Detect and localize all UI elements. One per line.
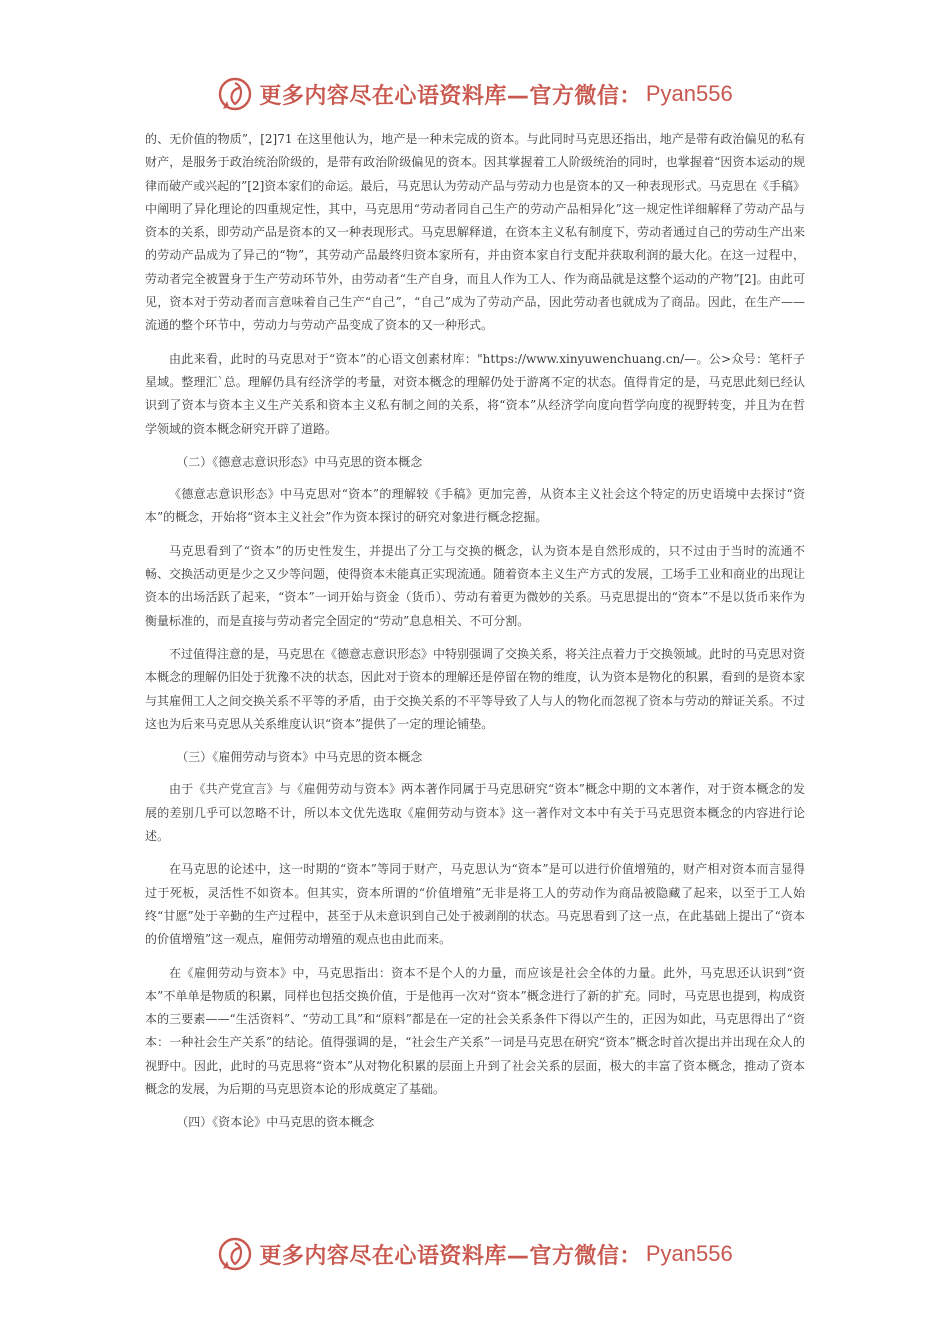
paragraph: 的、无价值的物质”，[2]71 在这里他认为，地产是一种未完成的资本。与此同时马克思还指出，地产是带有政治偏见的私有财产，是服务于政治统治阶级的，是带有政治阶级偏见的资本。因其掌握着工人阶级统治的同时，也掌握着“因资本运动的规律而破产或兴起的”[2]资本家们的命运。最后，马克思认为劳动产品与劳动力也是资本的又一种表现形式。马克思在《手稿》中阐明了异化理论的四重规定性，其中，马克思用“劳动者同自己生产的劳动产品相异化”这一规定性详细解释了劳动产品与资本的关系，即劳动产品是资本的又一种表现形式。马克思解释道，在资本主义私有制度下，劳动者通过自己的劳动生产出来的劳动产品成为了异己的“物”，其劳动产品最终归资本家所有，并由资本家自行支配并获取利润的最大化。在这一过程中，劳动者完全被置身于生产劳动环节外，由劳动者“生产自身，而且人作为工人、作为商品就是这整个运动的产物”[2]。由此可见，资本对于劳动者而言意味着自己生产“自己”，“自己”成为了劳动产品，因此劳动者也就成为了商品。因此，在生产——流通的整个环节中，劳动力与劳动产品变成了资本的又一种形式。 xyxy=(145,132,806,333)
paragraph: 马克思看到了“资本”的历史性发生，并提出了分工与交换的概念，认为资本是自然形成的，只不过由于当时的流通不畅、交换活动更是少之又少等问题，使得资本未能真正实现流通。随着资本主义生产方式的发展，工场手工业和商业的出现让资本的出场活跃了起来，“资本”一词开始与资金（货币）、劳动有着更为微妙的关系。马克思提出的“资本”不是以货币来作为衡量标准的，而是直接与劳动者完全固定的“劳动”息息相关、不可分割。 xyxy=(145,543,806,628)
section-heading: （三）《雇佣劳动与资本》中马克思的资本概念 xyxy=(176,750,423,765)
paragraph: 在《雇佣劳动与资本》中，马克思指出：资本不是个人的力量，而应该是社会全体的力量。此外，马克思还认识到“资本”不单单是物质的积累，同样也包括交换价值，于是他再一次对“资本”概念进行了新的扩充。同时，马克思也提到，构成资本的三要素——“生活资料”、“劳动工具”和“原料”都是在一定的社会关系条件下得以产生的，正因为如此，马克思得出了“资本：一种社会生产关系”的结论。值得强调的是，“社会生产关系”一词是马克思在研究“资本”概念时首次提出并出现在众人的视野中。因此，此时的马克思将“资本”从对物化积累的层面上升到了社会关系的层面，极大的丰富了资本概念，推动了资本概念的发展，为后期的马克思资本论的形成奠定了基础。 xyxy=(145,965,805,1096)
paragraph: 在马克思的论述中，这一时期的“资本”等同于财产，马克思认为“资本”是可以进行价值增殖的，财产相对资本而言显得过于死板，灵活性不如资本。但其实，资本所谓的“价值增殖”无非是将工人的劳动作为商品被隐藏了起来，以至于工人始终“甘愿”处于辛勤的生产过程中，甚至于从未意识到自己处于被剥削的状态。马克思看到了这一点，在此基础上提出了“资本的价值增殖”这一观点，雇佣劳动增殖的观点也由此而来。 xyxy=(145,862,805,947)
section-heading: （二）《德意志意识形态》中马克思的资本概念 xyxy=(176,454,423,469)
header-banner-text: 更多内容尽在心语资料库—官方微信： xyxy=(259,83,642,109)
document-body xyxy=(145,128,805,1144)
ribbon-logo-icon xyxy=(217,76,253,112)
footer-banner-text: 更多内容尽在心语资料库—官方微信： xyxy=(259,1243,642,1269)
ribbon-logo-icon xyxy=(217,1236,253,1272)
header-banner xyxy=(0,72,950,116)
section-heading: （四）《资本论》中马克思的资本概念 xyxy=(176,1115,375,1130)
footer-banner-wechat: Pyan556 xyxy=(645,1241,733,1266)
paragraph: 由此来看，此时的马克思对于“资本”的心语文创素材库："https://www.xinyuwenchuang.cn/—。公>众号：笔杆子星域。整理汇`总。理解仍具有经济学的考量，对资本概念的理解仍处于游离不定的状态。值得肯定的是，马克思此刻已经认识到了资本与资本主义生产关系和资本主义私有制之间的关系，将“资本”从经济学向度向哲学向度的视野转变，并且为在哲学领域的资本概念研究开辟了道路。 xyxy=(145,351,805,436)
paragraph: 《德意志意识形态》中马克思对“资本”的理解较《手稿》更加完善，从资本主义社会这个特定的历史语境中去探讨“资本”的概念，开始将“资本主义社会”作为资本探讨的研究对象进行概念挖掘。 xyxy=(145,487,805,525)
header-banner-wechat: Pyan556 xyxy=(645,81,733,106)
paragraph: 不过值得注意的是，马克思在《德意志意识形态》中特别强调了交换关系，将关注点着力于交换领域。此时的马克思对资本概念的理解仍旧处于犹豫不决的状态，因此对于资本的理解还是停留在物的维度，认为资本是物化的积累，看到的是资本家与其雇佣工人之间交换关系不平等的矛盾，由于交换关系的不平等导致了人与人的物化而忽视了资本与劳动的辩证关系。不过这也为后来马克思从关系维度认识“资本”提供了一定的理论铺垫。 xyxy=(145,646,806,731)
footer-banner xyxy=(0,1232,950,1276)
paragraph: 由于《共产党宣言》与《雇佣劳动与资本》两本著作同属于马克思研究“资本”概念中期的文本著作，对于资本概念的发展的差别几乎可以忽略不计，所以本文优先选取《雇佣劳动与资本》这一著作对文本中有关于马克思资本概念的内容进行论述。 xyxy=(145,782,805,844)
